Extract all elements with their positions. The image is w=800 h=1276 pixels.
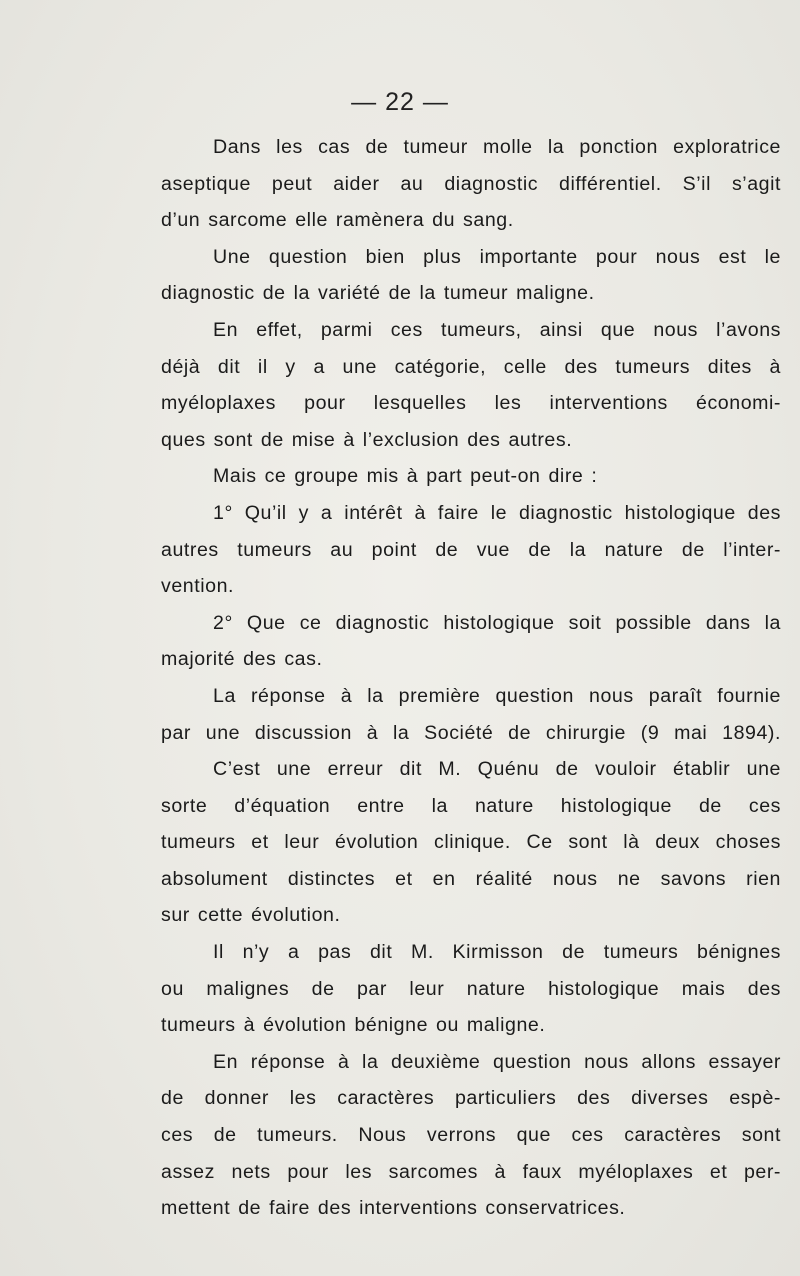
text-line: autres tumeurs au point de vue de la nature de l’inter- — [161, 538, 781, 561]
text-line: de donner les caractères particuliers des diverses espè- — [161, 1087, 781, 1110]
text-line: tumeurs et leur évolution clinique. Ce sont là deux choses — [161, 831, 781, 854]
text-line: tumeurs à évolution bénigne ou maligne. — [161, 1014, 546, 1037]
text-line: La réponse à la première question nous paraît fournie — [213, 684, 781, 707]
text-line: En effet, parmi ces tumeurs, ainsi que nous l’avons — [213, 318, 781, 341]
text-line: absolument distinctes et en réalité nous ne savons rien — [161, 867, 781, 890]
page-number: — 22 — — [351, 88, 449, 116]
text-line: d’un sarcome elle ramènera du sang. — [161, 209, 514, 232]
text-line: Dans les cas de tumeur molle la ponction exploratrice — [213, 136, 781, 158]
text-line: aseptique peut aider au diagnostic différentiel. S’il s’agit — [161, 172, 781, 195]
text-line: 1° Qu’il y a intérêt à faire le diagnostic histologique des — [213, 501, 781, 524]
body-text — [161, 129, 781, 1227]
text-line: Mais ce groupe mis à part peut-on dire : — [213, 465, 598, 488]
text-line: assez nets pour les sarcomes à faux myéloplaxes et per- — [161, 1160, 781, 1183]
text-line: par une discussion à la Société de chirurgie (9 mai 1894). — [161, 721, 781, 744]
text-line: C’est une erreur dit M. Quénu de vouloir établir une — [213, 758, 781, 781]
text-line: mettent de faire des interventions conservatrices. — [161, 1197, 626, 1220]
text-line: Il n’y a pas dit M. Kirmisson de tumeurs bénignes — [213, 941, 781, 964]
text-line: myéloplaxes pour lesquelles les interventions économi- — [161, 392, 781, 415]
text-line: ces de tumeurs. Nous verrons que ces caractères sont — [161, 1124, 781, 1147]
text-line: sur cette évolution. — [161, 904, 341, 927]
text-line: Une question bien plus importante pour nous est le — [213, 245, 781, 268]
text-line: En réponse à la deuxième question nous allons essayer — [213, 1050, 781, 1073]
text-line: sorte d’équation entre la nature histologique de ces — [161, 794, 781, 817]
text-line: ou malignes de par leur nature histologique mais des — [161, 977, 781, 1000]
text-line: 2° Que ce diagnostic histologique soit possible dans la — [213, 611, 781, 634]
text-line: ques sont de mise à l’exclusion des autres. — [161, 428, 573, 451]
text-line: majorité des cas. — [161, 648, 323, 671]
text-line: déjà dit il y a une catégorie, celle des tumeurs dites à — [161, 355, 781, 378]
text-line: diagnostic de la variété de la tumeur maligne. — [161, 282, 595, 305]
text-line: vention. — [161, 575, 235, 598]
